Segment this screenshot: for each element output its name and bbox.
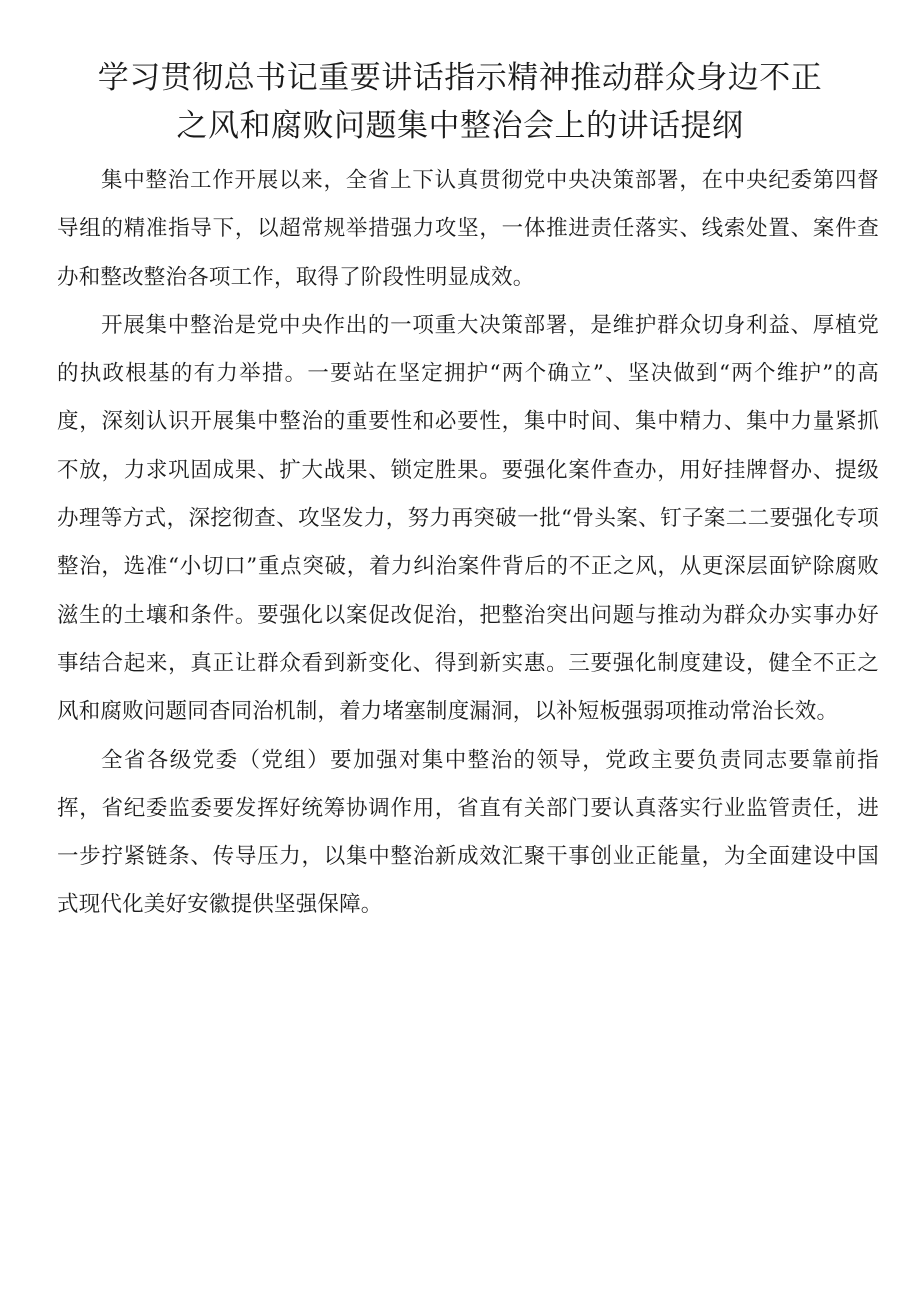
document-title-line-1: 学习贯彻总书记重要讲话指示精神推动群众身边不正 <box>97 60 823 96</box>
paragraph-2: 开展集中整治是党中央作出的一项重大决策部署，是维护群众切身利益、厚植党的执政根基的有力举措。一要站在坚定拥护“两个确立”、坚决做到“两个维护”的高度，深刻认识开展集中整治的重要性和必要性，集中时间、集中精力、集中力量紧抓不放，力求巩固成果、扩大战果、锁定胜果。要强化案件查办，用好挂牌督办、提级办理等方式，深挖彻查、攻坚发力，努力再突破一批“骨头案、钉子案二二要强化专项整治，选准“小切口”重点突破，着力纠治案件背后的不正之风，从更深层面铲除腐败滋生的土壤和条件。要强化以案促改促治，把整治突出问题与推动为群众办实事办好事结合起来，真正让群众看到新变化、得到新实惠。三要强化制度建设，健全不正之风和腐败问题同杳同治机制，着力堵塞制度漏洞，以补短板强弱项推动常治长效。 <box>57 312 879 725</box>
document-title-line-2: 之风和腐败问题集中整治会上的讲话提纲 <box>176 108 744 144</box>
paragraph-1: 集中整治工作开展以来，全省上下认真贯彻党中央决策部署，在中央纪委第四督导组的精准指导下，以超常规举措强力攻坚，一体推进责任落实、线索处置、案件查办和整改整治各项工作，取得了阶段性明显成效。 <box>57 168 879 290</box>
document-body <box>57 157 879 930</box>
paragraph-3: 全省各级党委（党组）要加强对集中整治的领导，党政主要负责同志要靠前指挥，省纪委监委要发挥好统筹协调作用，省直有关部门要认真落实行业监管责任，进一步拧紧链条、传导压力，以集中整治新成效汇聚干事创业正能量，为全面建设中国式现代化美好安徽提供坚强保障。 <box>57 747 879 918</box>
